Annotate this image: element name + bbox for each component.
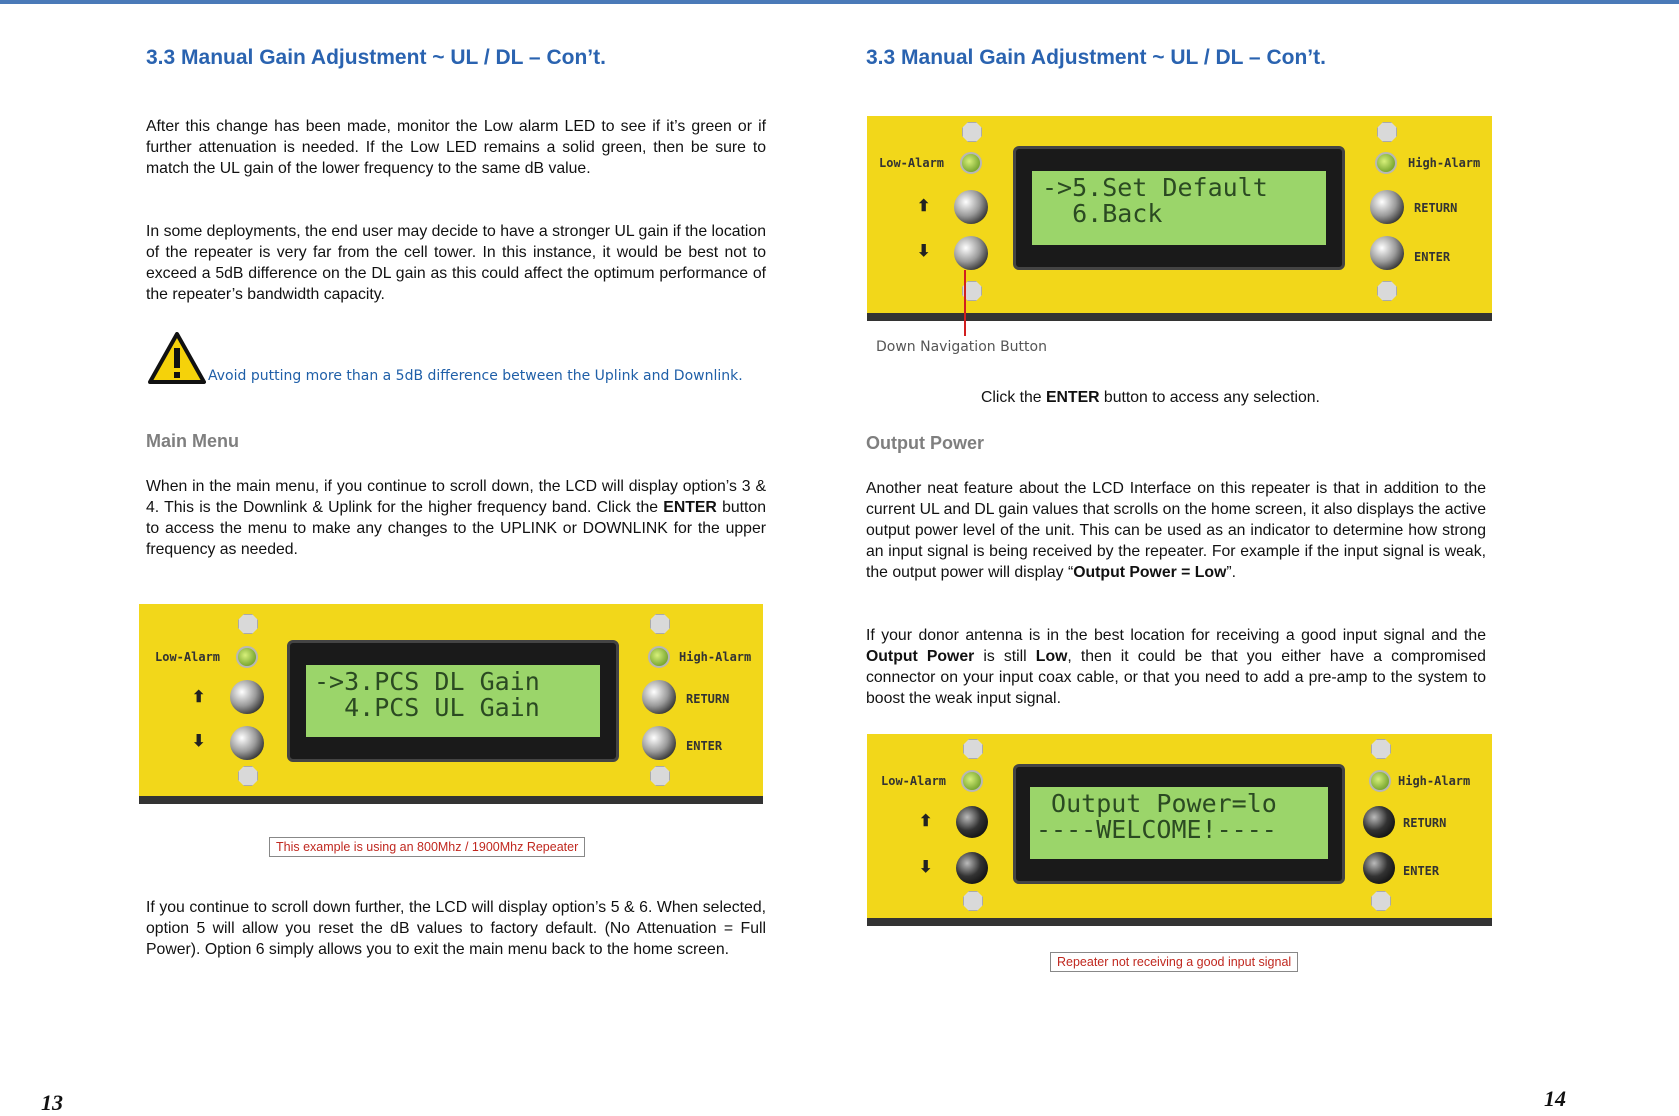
screw-icon bbox=[962, 122, 982, 142]
lcd-frame bbox=[1013, 146, 1345, 270]
main-menu-heading: Main Menu bbox=[146, 431, 239, 451]
right-para-1 bbox=[866, 478, 1486, 583]
para2-text-b: , then it could be that you either have a compromised connector on your input coax cable, or that you need to add a pre-amp to the system to boost the weak input signal. bbox=[866, 648, 1486, 707]
panel-edge bbox=[867, 313, 1492, 321]
enter-label: ENTER bbox=[1403, 864, 1440, 878]
panel-edge bbox=[867, 918, 1492, 926]
enter-button[interactable] bbox=[1363, 852, 1395, 884]
para1-text-a: Another neat feature about the LCD Interface on this repeater is that in addition to the current UL and DL gain values that scrolls on the home screen, it also displays the active output power level of the unit. This can be used as an indicator to determine how strong an input signal is being received by the repeater. For example if the input signal is weak, the output power will display “ bbox=[866, 480, 1486, 581]
para2-low-bold: Low bbox=[1035, 648, 1068, 665]
click-text-b: button to access any selection. bbox=[1099, 389, 1320, 406]
top-rule bbox=[0, 0, 1679, 4]
return-label: RETURN bbox=[1414, 201, 1458, 215]
left-para-1: After this change has been made, monitor the Low alarm LED to see if it’s green or if further attenuation is needed. If the Low LED remains a solid green, then be sure to match the UL gain of the lower frequency to the same dB value. bbox=[146, 118, 766, 177]
enter-button[interactable] bbox=[1370, 236, 1404, 270]
para2-text-mid: is still bbox=[974, 648, 1036, 665]
repeater-panel-set-default bbox=[867, 116, 1492, 321]
left-para-4: If you continue to scroll down further, the LCD will display option’s 5 & 6. When selected, option 5 will allow you reset the dB values to factory default. (No Attenuation = Full Power). Option 6 simply allows you to exit the main menu back to the home screen. bbox=[146, 899, 766, 958]
up-arrow-icon: ⬆ bbox=[192, 689, 206, 706]
screw-icon bbox=[1371, 739, 1391, 759]
return-button[interactable] bbox=[1370, 190, 1404, 224]
lcd-screen bbox=[306, 665, 600, 737]
up-arrow-icon: ⬆ bbox=[917, 198, 931, 215]
click-enter-text bbox=[866, 387, 1486, 408]
right-caption: Repeater not receiving a good input signal bbox=[1050, 952, 1298, 972]
enter-label: ENTER bbox=[686, 739, 723, 753]
low-alarm-led bbox=[236, 646, 258, 668]
para1-output-low-bold: Output Power = Low bbox=[1073, 564, 1227, 581]
right-heading: 3.3 Manual Gain Adjustment ~ UL / DL – Con’t. bbox=[866, 46, 1326, 69]
enter-label: ENTER bbox=[1414, 250, 1451, 264]
screw-icon bbox=[238, 614, 258, 634]
screw-icon bbox=[1377, 281, 1397, 301]
left-caption: This example is using an 800Mhz / 1900Mhz Repeater bbox=[269, 837, 585, 857]
repeater-panel-pcs bbox=[139, 604, 763, 804]
return-label: RETURN bbox=[1403, 816, 1447, 830]
high-alarm-led bbox=[648, 646, 670, 668]
page-number-left: 13 bbox=[41, 1090, 63, 1115]
output-power-heading: Output Power bbox=[866, 433, 984, 453]
panel-edge bbox=[139, 796, 763, 804]
up-navigation-button[interactable] bbox=[954, 190, 988, 224]
warning-row bbox=[148, 332, 743, 384]
screw-icon bbox=[1371, 891, 1391, 911]
lcd-frame bbox=[287, 640, 619, 762]
up-arrow-icon: ⬆ bbox=[919, 813, 933, 830]
callout-line bbox=[964, 270, 966, 336]
screw-icon bbox=[238, 766, 258, 786]
page-number-right: 14 bbox=[1544, 1086, 1566, 1111]
low-alarm-label: Low-Alarm bbox=[881, 774, 947, 788]
down-navigation-button[interactable] bbox=[954, 236, 988, 270]
low-alarm-led bbox=[961, 770, 983, 792]
down-nav-callout: Down Navigation Button bbox=[876, 339, 1047, 355]
para3-text-a: When in the main menu, if you continue to scroll down, the LCD will display option’s 3 & 4. This is the Downlink & Uplink for the higher frequency band. Click the bbox=[146, 478, 766, 516]
down-arrow-icon: ⬇ bbox=[919, 859, 933, 876]
warning-text: Avoid putting more than a 5dB difference between the Uplink and Downlink. bbox=[208, 368, 743, 384]
lcd-frame bbox=[1013, 764, 1345, 884]
high-alarm-led bbox=[1375, 152, 1397, 174]
left-para-2: In some deployments, the end user may decide to have a stronger UL gain if the location of the repeater is very far from the cell tower. In this instance, it would be best not to exceed a 5dB difference on the DL gain as this could affect the optimum performance of the repeater’s bandwidth capacity. bbox=[146, 223, 766, 303]
low-alarm-led bbox=[960, 152, 982, 174]
right-para-2 bbox=[866, 625, 1486, 709]
para2-text-a: If your donor antenna is in the best location for receiving a good input signal and the bbox=[866, 627, 1486, 644]
lcd-line-1: ->3.PCS DL Gain bbox=[314, 667, 540, 696]
screw-icon bbox=[650, 766, 670, 786]
left-page bbox=[146, 46, 766, 70]
high-alarm-label: High-Alarm bbox=[1408, 156, 1481, 170]
para1-text-b: ”. bbox=[1226, 564, 1237, 581]
high-alarm-label: High-Alarm bbox=[679, 650, 752, 664]
up-navigation-button[interactable] bbox=[230, 680, 264, 714]
left-para-3 bbox=[146, 476, 766, 560]
up-navigation-button[interactable] bbox=[956, 806, 988, 838]
return-label: RETURN bbox=[686, 692, 730, 706]
lcd-line-2: 6.Back bbox=[1042, 199, 1163, 229]
down-navigation-button[interactable] bbox=[956, 852, 988, 884]
lcd-line-1: Output Power=lo bbox=[1036, 789, 1277, 818]
screw-icon bbox=[963, 739, 983, 759]
warning-icon bbox=[148, 332, 206, 384]
screw-icon bbox=[963, 891, 983, 911]
return-button[interactable] bbox=[1363, 806, 1395, 838]
lcd-line-1: ->5.Set Default bbox=[1042, 173, 1268, 202]
para3-enter-bold: ENTER bbox=[663, 499, 717, 516]
high-alarm-led bbox=[1369, 770, 1391, 792]
click-text-a: Click the bbox=[981, 389, 1046, 406]
high-alarm-label: High-Alarm bbox=[1398, 774, 1471, 788]
return-button[interactable] bbox=[642, 680, 676, 714]
down-arrow-icon: ⬇ bbox=[192, 733, 206, 750]
down-arrow-icon: ⬇ bbox=[917, 243, 931, 260]
screw-icon bbox=[650, 614, 670, 634]
low-alarm-label: Low-Alarm bbox=[155, 650, 221, 664]
down-navigation-button[interactable] bbox=[230, 726, 264, 760]
para2-output-power-bold: Output Power bbox=[866, 648, 975, 665]
para3-text-b: button to access the menu to make any changes to the UPLINK or DOWNLINK for the upper frequency as needed. bbox=[146, 499, 766, 558]
lcd-screen bbox=[1032, 171, 1326, 245]
screw-icon bbox=[1377, 122, 1397, 142]
enter-button[interactable] bbox=[642, 726, 676, 760]
lcd-screen bbox=[1030, 787, 1328, 859]
lcd-line-2: 4.PCS UL Gain bbox=[314, 693, 540, 723]
lcd-line-2: ----WELCOME!---- bbox=[1036, 815, 1277, 845]
left-heading: 3.3 Manual Gain Adjustment ~ UL / DL – Con’t. bbox=[146, 46, 606, 69]
click-enter-bold: ENTER bbox=[1045, 389, 1100, 406]
repeater-panel-output-power bbox=[867, 734, 1492, 926]
low-alarm-label: Low-Alarm bbox=[879, 156, 945, 170]
